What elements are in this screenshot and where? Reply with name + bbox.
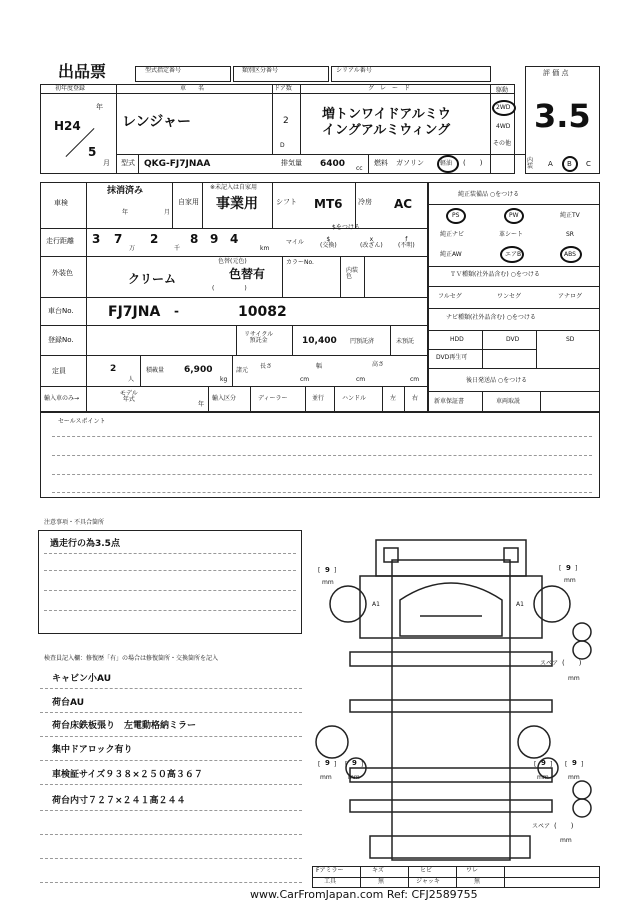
rear-bumper — [370, 836, 530, 858]
tire-fl-value: 9 — [325, 566, 330, 574]
color-no-label: カラーNo. — [286, 259, 314, 266]
dims-height: 高さ — [372, 361, 385, 368]
mileage-opt2: x (改ざん) — [360, 236, 383, 249]
windshield — [400, 583, 502, 636]
navi-title: ナビ種類(社外品含む) ○をつける — [446, 314, 536, 321]
chassis-dash: - — [174, 304, 179, 318]
mileage-d3: 2 — [150, 232, 159, 246]
frame-crossbar-2 — [350, 700, 552, 712]
grade-line2: イングアルミウィング — [322, 123, 451, 138]
inspection-label: 車検 — [54, 199, 68, 207]
first-reg-month: 5 — [88, 145, 97, 159]
tire-rl-value: 9 — [325, 759, 330, 767]
tire-fr-paren: [ — [559, 565, 562, 572]
displacement-label: 排気量 — [281, 159, 302, 167]
car-name-label: 車 名 — [180, 85, 205, 92]
inspection-month: 月 — [164, 209, 171, 216]
drive-other: その他 — [493, 140, 512, 147]
dims-height-cm: cm — [410, 376, 420, 383]
capacity-unit: 人 — [128, 376, 135, 383]
import-model-year: モデル 年式 — [120, 390, 138, 403]
interior-label: 内 装 — [527, 157, 534, 170]
spare-bottom-mm: mm — [560, 837, 572, 844]
equipment-title: 純正装備品 ○をつける — [458, 191, 520, 198]
equip-pw: PW — [509, 212, 519, 219]
interior-color-label: 内装 色 — [346, 267, 359, 280]
equip-leather: 革シート — [499, 231, 524, 238]
note-item-2: 荷台AU — [52, 698, 84, 708]
dims-width: 幅 — [316, 363, 323, 370]
mileage-sen: 千 — [174, 245, 181, 252]
tire-fr-close: ] — [575, 565, 578, 572]
import-dealer: ディーラー — [258, 395, 288, 402]
note-item-3: 荷台床鉄板張り 左電動格納ミラー — [52, 721, 197, 731]
notes-label: 注意事項・不具合箇所 — [44, 519, 105, 526]
vehicle-type-label: 自家用 — [178, 198, 199, 206]
load-label: 積載量 — [146, 367, 165, 374]
import-label: 輸入車のみ→ — [44, 395, 80, 402]
chassis-prefix: FJ7JNA — [108, 304, 161, 320]
recycle-not: 未預託 — [396, 338, 415, 345]
repaint-paren: ( ) — [212, 285, 247, 292]
vehicle-type-note: ※未記入は自家用 — [210, 184, 258, 191]
serial-label: シリアル番号 — [336, 67, 372, 74]
tire-rr2-close: ] — [581, 761, 584, 768]
displacement-unit: cc — [356, 165, 363, 172]
aircon-label: 冷房 — [358, 198, 372, 206]
model-label: 型式 — [121, 159, 135, 167]
drive-label: 駆動 — [496, 87, 509, 94]
navi-sd: SD — [566, 336, 575, 343]
note-item-1: キャビン小AU — [52, 674, 111, 684]
grade-label: グ レ ー ド — [368, 85, 411, 92]
sheet-title: 出品票 — [58, 62, 107, 81]
doors-value: 2 — [283, 116, 289, 126]
mileage-man: 万 — [129, 245, 136, 252]
spare-top-label: スペア — [540, 660, 559, 667]
footer-ref: www.CarFromJapan.com Ref: CFJ2589755 — [250, 888, 478, 901]
tv-oneseg: ワンセグ — [497, 293, 522, 300]
mileage-d6: 4 — [230, 232, 239, 246]
import-parallel: 並行 — [312, 395, 325, 402]
shift-value: MT6 — [314, 197, 343, 211]
inspection-year: 年 — [122, 209, 129, 216]
mileage-d5: 9 — [210, 232, 219, 246]
score-value: 3.5 — [534, 97, 591, 135]
later-warranty: 新車保証書 — [434, 398, 465, 405]
spare-top-mm: mm — [568, 675, 580, 682]
equip-abs: ABS — [564, 251, 576, 258]
legend-tools-val: 無 — [378, 878, 385, 885]
interior-c: C — [586, 160, 591, 168]
recycle-label: リサイクル 預託金 — [244, 331, 274, 344]
tv-fullseg: フルセグ — [438, 293, 462, 300]
chassis-number: 10082 — [238, 304, 287, 320]
legend-mirror: Fアミラー — [316, 867, 344, 874]
recycle-value: 10,400 — [302, 336, 337, 346]
model-cert-label: 型式指定番号 — [145, 67, 182, 74]
inspector-label: 検査員記入欄：修復歴「有」の場合は修復箇所・交換箇所を記入 — [44, 655, 219, 662]
tire-fl-close: ] — [334, 567, 337, 574]
fuel-diesel: 軽油 — [440, 160, 453, 167]
equip-sr: SR — [566, 231, 574, 238]
first-reg-label: 初年度登録 — [55, 85, 86, 92]
doors-sub: D — [280, 142, 285, 149]
first-reg-year-suffix: 年 — [96, 103, 103, 111]
tire-rr-value: 9 — [541, 759, 546, 767]
fuel-gas: ガソリン — [396, 159, 424, 167]
dims-length: 長さ — [260, 363, 273, 370]
tire-rr2-mm: mm — [568, 774, 580, 781]
score-label: 評 価 点 — [543, 69, 569, 77]
tire-fr-mm: mm — [564, 577, 576, 584]
tire-rl-mm: mm — [320, 774, 332, 781]
drive-4wd: 4WD — [496, 123, 511, 130]
doors-label: ドア数 — [274, 85, 292, 92]
import-year: 年 — [198, 401, 205, 408]
repaint-label: 色替(元色) — [218, 258, 247, 265]
tv-analog: アナログ — [558, 293, 583, 300]
import-handle: ハンドル — [342, 395, 367, 402]
equip-navi: 純正ナビ — [440, 231, 465, 238]
mileage-d2: 7 — [114, 232, 123, 246]
tire-rl2-mm: mm — [348, 774, 360, 781]
tire-rr-paren: [ — [534, 761, 537, 768]
mileage-d4: 8 — [190, 232, 199, 246]
color-value: クリーム — [128, 272, 177, 286]
spare-bottom-paren: ( ) — [554, 822, 574, 830]
equip-ps: PS — [452, 212, 460, 219]
mileage-km: km — [260, 245, 270, 252]
dims-length-cm: cm — [300, 376, 310, 383]
spare-bottom-label: スペア — [532, 823, 551, 830]
color-label: 外装色 — [52, 269, 73, 277]
sales-label: セールスポイント — [58, 418, 106, 425]
recycle-done: 円預託済 — [350, 338, 375, 345]
dims-label: 諸元 — [236, 367, 249, 374]
later-manual: 車両取説 — [496, 398, 521, 405]
tire-rr2-value: 9 — [572, 759, 577, 767]
capacity-label: 定員 — [52, 367, 66, 375]
cab-body — [360, 576, 542, 638]
mileage-opt3: f (不明) — [398, 236, 415, 249]
model-value: QKG-FJ7JNAA — [144, 159, 211, 169]
car-name-value: レンジャー — [122, 114, 192, 130]
frame-crossbar-3 — [350, 768, 552, 782]
tire-rr-close: ] — [550, 761, 553, 768]
mileage-note: $をつける — [332, 224, 360, 231]
later-title: 後日発送品 ○をつける — [466, 377, 528, 384]
displacement-value: 6400 — [320, 159, 346, 169]
navi-dvd: DVD — [506, 336, 520, 343]
shift-label: シフト — [276, 198, 297, 206]
tv-title: ＴＶ種類(社外品含む) ○をつける — [450, 271, 540, 278]
tire-fr-value: 9 — [566, 564, 571, 572]
tire-rl2-paren: [ — [345, 761, 348, 768]
first-reg-month-suffix: 月 — [103, 159, 110, 167]
first-reg-era: H24 — [54, 119, 81, 133]
note-item-4: 集中ドアロック有り — [52, 745, 133, 755]
spare-top-paren: ( ) — [562, 659, 582, 667]
tire-fl-paren: [ — [318, 567, 321, 574]
legend-jack: ジャッキ — [416, 878, 440, 885]
import-left: 左 — [390, 395, 397, 402]
legend-break: ワレ — [466, 867, 479, 874]
notes-line1: 過走行の為3.5点 — [50, 539, 120, 549]
mileage-label: 走行距離 — [46, 237, 74, 245]
damage-a1-left: A1 — [372, 601, 380, 608]
legend-tools: 工具 — [324, 878, 337, 885]
tire-rl2-close: ] — [361, 761, 364, 768]
mileage-opt1: $ (交換) — [320, 236, 337, 249]
capacity-value: 2 — [110, 364, 117, 374]
note-item-6: 荷台内寸７２７×２４１高２４４ — [52, 796, 186, 806]
frame-crossbar-1 — [350, 652, 552, 666]
tire-rr2-paren: [ — [565, 761, 568, 768]
tire-front-right — [534, 586, 570, 622]
tire-fl-mm: mm — [322, 579, 334, 586]
chassis-label: 車台No. — [48, 307, 74, 315]
navi-dvd-play: DVD再生可 — [436, 354, 468, 361]
grade-line1: 増トンワイドアルミウ — [322, 107, 451, 122]
load-value: 6,900 — [184, 365, 213, 375]
dims-width-cm: cm — [356, 376, 366, 383]
frame-crossbar-4 — [350, 800, 552, 812]
tire-rl-close: ] — [334, 761, 337, 768]
navi-hdd: HDD — [450, 336, 464, 343]
legend-jack-val: 無 — [474, 878, 481, 885]
legend-crack: ヒビ — [420, 867, 433, 874]
mileage-mile: マイル — [286, 239, 304, 246]
equip-airbag: エアB — [505, 251, 522, 258]
tire-rear-left-outer — [316, 726, 348, 758]
tire-rr-mm: mm — [537, 774, 549, 781]
tire-rl-paren: [ — [318, 761, 321, 768]
regno-label: 登録No. — [48, 336, 74, 344]
aircon-value: AC — [394, 197, 413, 211]
tire-rl2-value: 9 — [352, 759, 357, 767]
repaint-value: 色替有 — [229, 267, 266, 281]
import-right: 右 — [412, 395, 419, 402]
legend-scratch: キズ — [372, 867, 384, 874]
load-unit: kg — [220, 376, 228, 383]
equip-tv: 純正TV — [560, 212, 580, 219]
tire-rear-right-outer — [518, 726, 550, 758]
vehicle-type-value: 事業用 — [216, 196, 258, 212]
damage-a1-right: A1 — [516, 601, 524, 608]
inspection-value: 抹消済み — [107, 186, 144, 196]
import-class: 輸入区分 — [212, 395, 237, 402]
class-label: 類別区分番号 — [242, 67, 279, 74]
bed-outline — [392, 560, 510, 860]
equip-aw: 純正AW — [440, 251, 462, 258]
note-item-5: 車検証サイズ９３８×２５０高３６７ — [52, 770, 203, 780]
drive-2wd: 2WD — [496, 104, 511, 111]
mileage-d1: 3 — [92, 232, 101, 246]
fuel-label: 燃料 — [374, 159, 388, 167]
fuel-paren: ( ) — [463, 159, 483, 167]
interior-a: A — [548, 160, 553, 168]
interior-b: B — [567, 160, 572, 168]
